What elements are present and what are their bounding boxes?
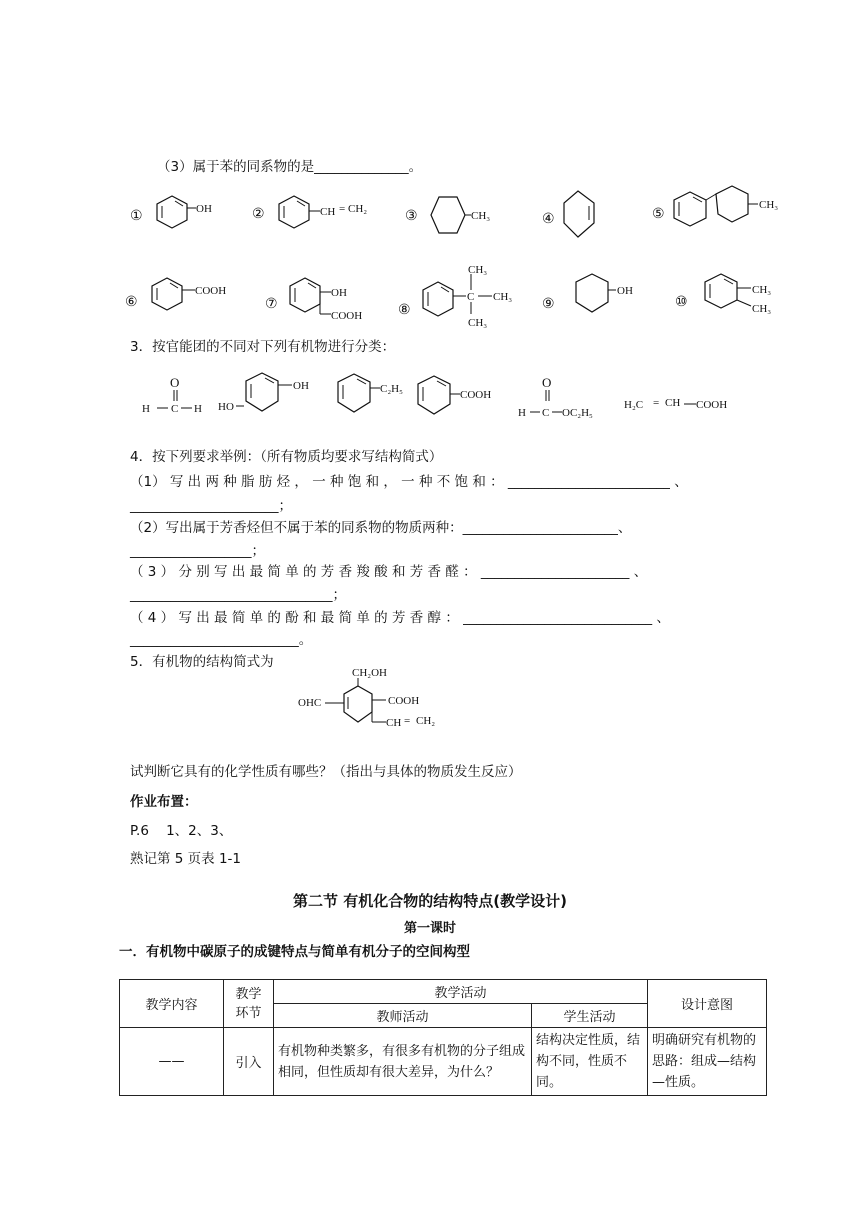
row-student: 结构决定性质，结构不同，性质不同。 [532, 1028, 648, 1096]
structure-4 [542, 185, 612, 249]
vinyl-eq: = [339, 203, 346, 215]
benzoic-acid-structure [410, 370, 510, 426]
struct-number: ⑥ [125, 295, 138, 310]
homework-line-1: P.6 1、2、3、 [130, 823, 233, 839]
svg-text:=: = [653, 397, 660, 409]
svg-text:C: C [542, 407, 550, 419]
svg-text:COOH: COOH [460, 389, 492, 401]
methyl: CH₃ [471, 210, 491, 222]
section4-line-4: __________________； [130, 543, 265, 559]
structure-3 [405, 185, 505, 244]
svg-text:C: C [171, 403, 179, 415]
q3-blank[interactable]: ______________ [314, 159, 409, 175]
acrylic-acid-structure [624, 392, 744, 420]
lesson-title: 第一课时 [403, 921, 456, 936]
oh-group: OH [617, 285, 633, 297]
svg-text:H: H [518, 407, 526, 419]
structure-9 [542, 268, 662, 328]
section5-question: 试判断它具有的化学性质有哪些？（指出与具体的物质发生反应） [130, 764, 522, 780]
vinyl-ch: CH [320, 206, 336, 218]
structure-6 [125, 270, 245, 324]
header-activity: 教学活动 [274, 980, 648, 1004]
methyl-2: CH₃ [752, 303, 772, 315]
svg-text:OC₂H₅: OC₂H₅ [562, 407, 593, 419]
structure-10 [675, 268, 795, 328]
svg-text:C₂H₅: C₂H₅ [380, 383, 403, 395]
ethylbenzene-structure [330, 368, 420, 424]
svg-text:OHC: OHC [298, 697, 322, 709]
teaching-table [119, 979, 767, 1096]
section4-line-6: ______________________________； [130, 587, 346, 603]
homework-line-2: 熟记第 5 页表 1-1 [130, 851, 242, 867]
struct-number: ① [130, 209, 143, 224]
row-content: —— [120, 1028, 224, 1096]
section5-structure [298, 660, 458, 734]
section3-title: 3．按官能团的不同对下列有机物进行分类： [130, 339, 396, 355]
cooh-group: COOH [331, 310, 363, 322]
quaternary-c: C [467, 291, 475, 303]
header-content: 教学内容 [120, 980, 224, 1028]
cooh-group: COOH [195, 285, 227, 297]
homework-title: 作业布置： [130, 794, 198, 810]
row-teacher: 有机物种类繁多，有很多有机物的分子组成相同，但性质却有很大差异，为什么？ [274, 1028, 532, 1096]
row-intent: 明确研究有机物的思路：组成—结构—性质。 [648, 1028, 767, 1096]
structure-1 [130, 188, 230, 242]
svg-text:H: H [194, 403, 202, 415]
structure-7 [265, 272, 385, 332]
section4-line-8: _________________________。 [130, 632, 313, 648]
methyl: CH₃ [759, 199, 779, 211]
header-teacher: 教师活动 [274, 1004, 532, 1028]
svg-text:O: O [542, 375, 552, 390]
svg-text:OH: OH [293, 380, 309, 392]
oh-group: OH [331, 287, 347, 299]
formaldehyde-structure [142, 374, 212, 423]
struct-number: ② [252, 207, 265, 222]
svg-text:H: H [142, 403, 150, 415]
structure-8 [398, 262, 528, 334]
svg-text:HO: HO [218, 401, 234, 413]
methyl-1: CH₃ [752, 284, 772, 296]
header-intent: 设计意图 [648, 980, 767, 1028]
methyl-bottom: CH₃ [468, 317, 488, 329]
svg-text:O: O [170, 375, 180, 390]
svg-text:COOH: COOH [388, 695, 420, 707]
section4-line-5: （ 3 ） 分 别 写 出 最 简 单 的 芳 香 羧 酸 和 芳 香 醛 ： ______________________ 、 [130, 564, 648, 580]
svg-text:H₂C: H₂C [624, 399, 644, 411]
struct-number: ⑨ [542, 297, 555, 312]
struct-number: ⑧ [398, 303, 411, 318]
q3-text: （3）属于苯的同系物的是 [157, 159, 315, 175]
struct-number: ⑦ [265, 297, 278, 312]
methyl-top: CH₃ [468, 264, 488, 276]
svg-text:CH₂OH: CH₂OH [352, 667, 388, 679]
svg-text:CH: CH [665, 397, 681, 409]
struct-number: ⑤ [652, 207, 665, 222]
header-stage: 教学 环节 [224, 980, 274, 1028]
oh-group: OH [196, 203, 212, 215]
svg-text:COOH: COOH [696, 399, 728, 411]
structure-5 [652, 180, 792, 244]
q3-end: 。 [408, 159, 423, 175]
struct-number: ③ [405, 209, 418, 224]
svg-text:=: = [404, 715, 411, 727]
struct-number: ⑩ [675, 295, 688, 310]
section-title: 第二节 有机化合物的结构特点(教学设计) [293, 892, 567, 910]
svg-text:CH₂: CH₂ [416, 715, 436, 727]
section5-title: 5．有机物的结构简式为 [130, 654, 274, 670]
svg-text:CH: CH [386, 717, 402, 729]
vinyl-ch2: CH₂ [348, 203, 368, 215]
section4-title: 4．按下列要求举例：（所有物质均要求写结构简式） [130, 449, 443, 465]
row-stage: 引入 [224, 1028, 274, 1096]
structure-2 [252, 188, 368, 242]
methyl-right: CH₃ [493, 291, 513, 303]
struct-number: ④ [542, 212, 555, 227]
part-title: 一．有机物中碳原子的成键特点与简单有机分子的空间构型 [119, 944, 470, 960]
section4-line-7: （ 4 ） 写 出 最 简 单 的 酚 和 最 简 单 的 芳 香 醇 ： ____________________________ 、 [130, 610, 670, 626]
q3-question [157, 155, 422, 175]
hydroquinone-structure [218, 365, 328, 423]
header-student: 学生活动 [532, 1004, 648, 1028]
section4-line-3: （2）写出属于芳香烃但不属于苯的同系物的物质两种：_______________________、 [130, 520, 632, 536]
section4-line-1: （1） 写 出 两 种 脂 肪 烃 ， 一 种 饱 和 ， 一 种 不 饱 和 ： ________________________ 、 [130, 474, 688, 490]
ethyl-formate-structure [518, 374, 618, 423]
section4-line-2: ______________________； [130, 498, 292, 514]
